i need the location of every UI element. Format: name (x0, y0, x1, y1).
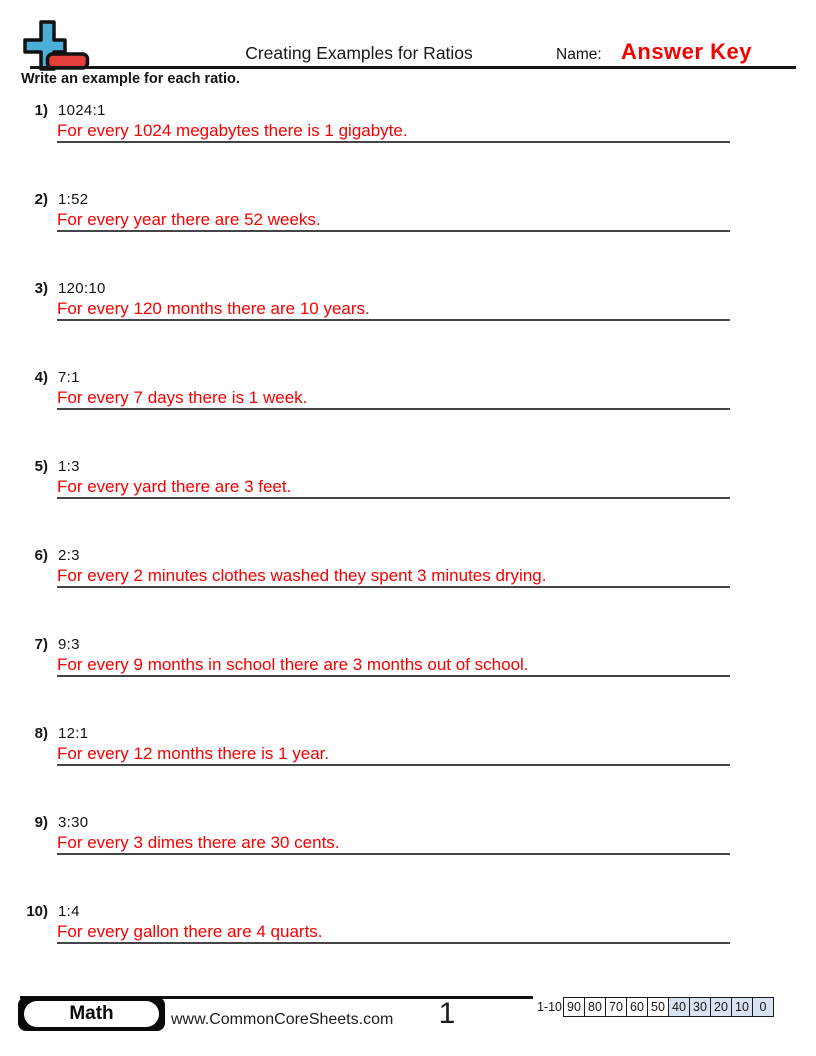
question-item (0, 96, 816, 185)
question-prompt-row (0, 725, 816, 742)
score-cell: 70 (605, 997, 627, 1017)
question-item (0, 541, 816, 630)
question-prompt-row (0, 102, 816, 119)
question-item (0, 363, 816, 452)
answer-line (57, 208, 730, 232)
question-prompt-row (0, 547, 816, 564)
question-ratio: 12:1 (58, 725, 89, 742)
question-prompt-row (0, 814, 816, 831)
question-number: 6) (34, 547, 48, 564)
answer-line (57, 564, 730, 588)
answer-text: For every 120 months there are 10 years. (57, 299, 370, 318)
question-number: 5) (34, 458, 48, 475)
question-number: 8) (34, 725, 48, 742)
question-number: 10) (26, 903, 48, 920)
question-item (0, 719, 816, 808)
answer-text: For every gallon there are 4 quarts. (57, 922, 323, 941)
answer-line (57, 653, 730, 677)
commoncoresheets-logo (14, 17, 92, 71)
question-prompt-row (0, 191, 816, 208)
question-prompt-row (0, 280, 816, 297)
score-cell: 20 (710, 997, 732, 1017)
score-cell: 50 (647, 997, 669, 1017)
answer-text: For every 1024 megabytes there is 1 gigabyte. (57, 121, 408, 140)
question-item (0, 897, 816, 986)
question-ratio: 9:3 (58, 636, 80, 653)
question-ratio: 1024:1 (58, 102, 106, 119)
question-item (0, 808, 816, 897)
answer-line (57, 742, 730, 766)
question-number: 9) (34, 814, 48, 831)
question-item (0, 185, 816, 274)
answer-line (57, 386, 730, 410)
header-divider (30, 66, 796, 69)
question-number: 2) (34, 191, 48, 208)
question-ratio: 2:3 (58, 547, 80, 564)
worksheet-title: Creating Examples for Ratios (245, 43, 473, 63)
answer-key-text: Answer Key (621, 39, 752, 64)
score-cell: 90 (563, 997, 585, 1017)
score-cell: 80 (584, 997, 606, 1017)
question-ratio: 7:1 (58, 369, 80, 386)
question-item (0, 274, 816, 363)
score-cell: 10 (731, 997, 753, 1017)
answer-text: For every 9 months in school there are 3 months out of school. (57, 655, 529, 674)
score-cell: 30 (689, 997, 711, 1017)
score-cell: 60 (626, 997, 648, 1017)
question-item (0, 452, 816, 541)
question-ratio: 1:3 (58, 458, 80, 475)
answer-text: For every 3 dimes there are 30 cents. (57, 833, 340, 852)
question-ratio: 1:4 (58, 903, 80, 920)
question-ratio: 120:10 (58, 280, 106, 297)
score-cell: 0 (752, 997, 774, 1017)
name-label: Name: (556, 46, 602, 63)
answer-line (57, 920, 730, 944)
answer-line (57, 297, 730, 321)
question-prompt-row (0, 636, 816, 653)
answer-line (57, 119, 730, 143)
website-url: www.CommonCoreSheets.com (171, 1011, 394, 1028)
question-ratio: 3:30 (58, 814, 89, 831)
question-number: 1) (34, 102, 48, 119)
score-range-label: 1-10 (536, 1000, 562, 1014)
question-prompt-row (0, 458, 816, 475)
answer-text: For every 7 days there is 1 week. (57, 388, 308, 407)
page-number: 1 (438, 997, 456, 1030)
question-prompt-row (0, 369, 816, 386)
instruction-text: Write an example for each ratio. (21, 71, 240, 87)
questions-list (0, 96, 816, 986)
score-cell: 40 (668, 997, 690, 1017)
question-number: 4) (34, 369, 48, 386)
question-number: 3) (34, 280, 48, 297)
answer-text: For every 12 months there is 1 year. (57, 744, 330, 763)
score-table (564, 997, 774, 1017)
question-item (0, 630, 816, 719)
question-number: 7) (34, 636, 48, 653)
subject-badge (18, 997, 165, 1031)
answer-line (57, 831, 730, 855)
question-ratio: 1:52 (58, 191, 89, 208)
question-prompt-row (0, 903, 816, 920)
plus-minus-icon (14, 17, 92, 71)
answer-text: For every 2 minutes clothes washed they spent 3 minutes drying. (57, 566, 547, 585)
subject-badge-label: Math (24, 1001, 159, 1027)
answer-line (57, 475, 730, 499)
answer-text: For every yard there are 3 feet. (57, 477, 292, 496)
answer-text: For every year there are 52 weeks. (57, 210, 321, 229)
